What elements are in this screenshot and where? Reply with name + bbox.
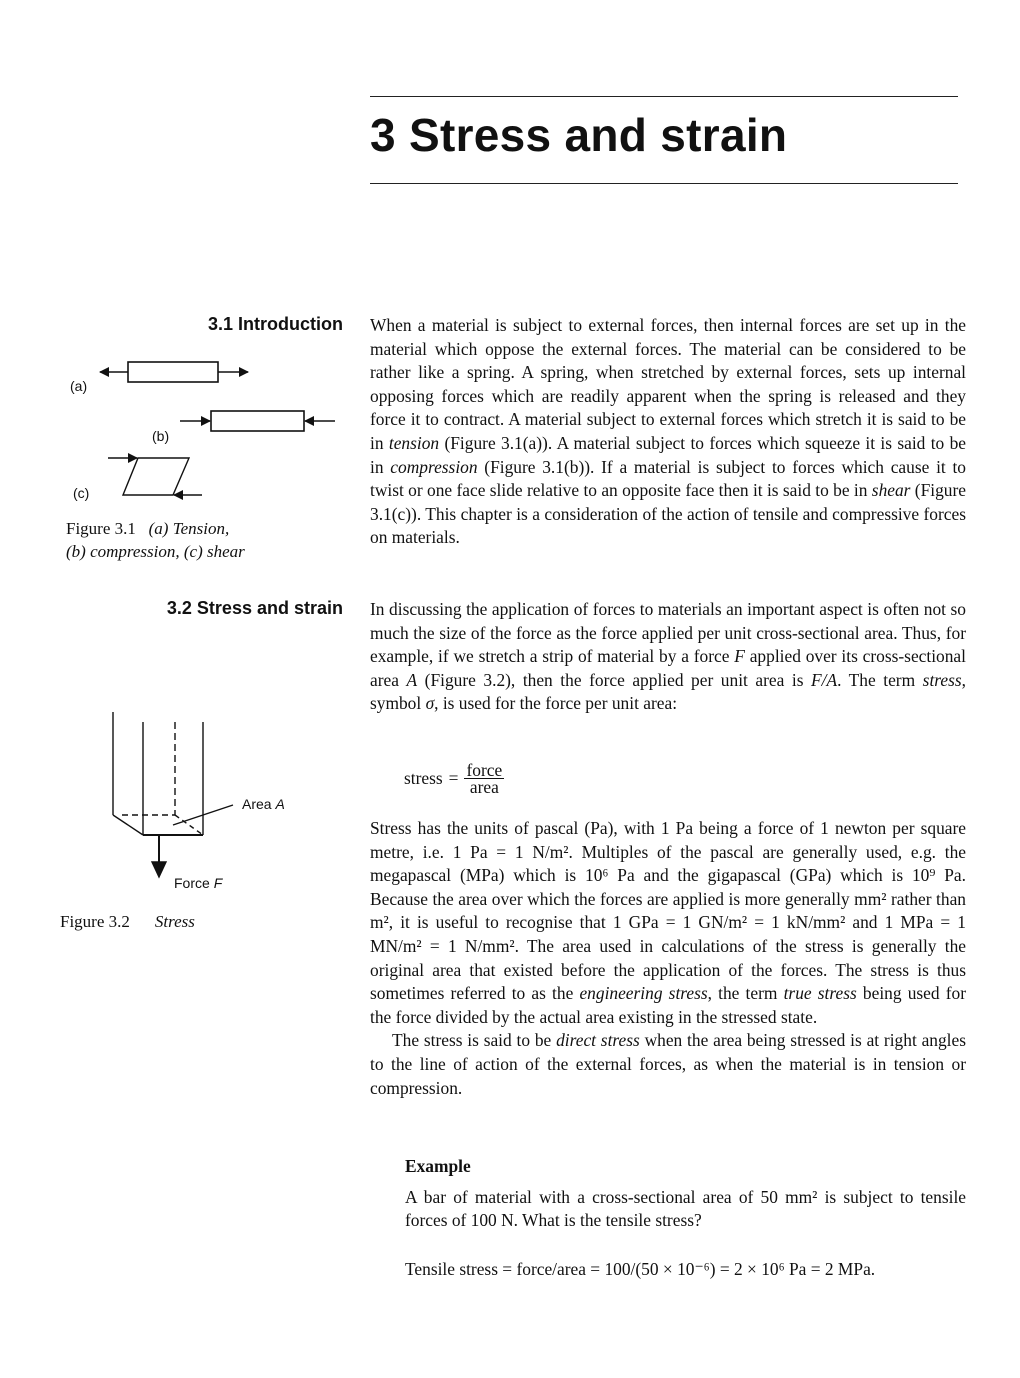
text-run: , is used for the force per unit area:	[434, 693, 678, 714]
stress-text-2	[370, 817, 966, 1100]
emphasis-text: A	[406, 669, 418, 690]
intro-text	[370, 314, 966, 550]
caption-text-2: (b) compression, (c) shear	[66, 542, 245, 561]
label-a: (a)	[70, 378, 88, 394]
label-b: (b)	[152, 428, 170, 444]
text-run: , the term	[707, 983, 784, 1004]
figure-3-2-caption	[60, 910, 195, 933]
text-run: The stress is said to be	[392, 1030, 557, 1051]
formula-denominator: area	[469, 777, 499, 797]
paragraph-stress-definition	[370, 598, 966, 716]
example-solution: Tensile stress = force/area = 100/(50 × 10⁻⁶) = 2 × 10⁶ Pa = 2 MPa.	[405, 1258, 876, 1279]
text-run: (Figure 3.1(a)). A material subject to forces which squeeze it is said to be in	[370, 432, 966, 477]
formula-numerator: force	[466, 760, 503, 780]
section-heading-stress-strain: 3.2 Stress and strain	[166, 598, 343, 618]
formula-equals: =	[448, 768, 459, 788]
formula-fraction	[464, 762, 504, 795]
area-label	[242, 793, 285, 816]
paragraph-stress-units	[370, 817, 966, 1029]
stress-formula	[404, 762, 504, 795]
section-heading-introduction: 3.1 Introduction	[208, 314, 343, 334]
emphasis-text: tension	[388, 432, 440, 453]
paragraph-intro	[370, 314, 966, 550]
emphasis-text: true stress	[783, 983, 857, 1004]
emphasis-text: F	[734, 646, 745, 667]
formula-lhs: stress	[404, 768, 443, 788]
caption-number: Figure 3.2	[60, 912, 130, 931]
text-run: applied over its cross-sectional area	[370, 646, 966, 690]
emphasis-text: shear	[871, 480, 911, 501]
area-symbol: A	[275, 796, 285, 812]
text-run: , symbol	[370, 669, 967, 714]
emphasis-text: compression	[390, 456, 478, 477]
force-label-text: Force	[174, 875, 214, 891]
force-symbol: F	[213, 875, 223, 891]
text-run: when the area being stressed is at right angles to the line of action of the external forces, as when the material is in tension or compression.	[370, 1030, 967, 1098]
text-run: (Figure 3.1(c)). This chapter is a consideration of the action of tensile and compressive forces on materials.	[370, 480, 966, 548]
example-block	[405, 1155, 966, 1281]
emphasis-text: F/A	[811, 669, 838, 690]
area-label-text: Area	[242, 796, 276, 812]
text-run: In discussing the application of forces to materials an important aspect is often not so much the size of the force as the force applied per unit cross-sectional area. Thus, for example, if we stretch a strip of material by a force	[370, 599, 966, 667]
example-heading: Example	[405, 1156, 471, 1176]
emphasis-text: direct stress	[556, 1030, 640, 1051]
paragraph-direct-stress	[370, 1029, 966, 1100]
text-run: Stress has the units of pascal (Pa), with 1 Pa being a force of 1 newton per square metre, i.e. 1 Pa = 1 N/m². Multiples of the pascal are generally used, e.g. the megapascal (MPa) which is 10⁶ Pa and the gigapascal (GPa) which is 10⁹ Pa. Because the area over which the forces are applied is more generally mm² rather than m², it is useful to recognise that 1 GPa = 1 GN/m² = 1 kN/mm² and 1 MPa = 1 MN/m² = 1 N/mm². The area used in calculations of the stress is generally the original area that existed before the application of the forces. The stress is thus sometimes referred to as the	[370, 818, 966, 1004]
chapter-title: 3 Stress and strain	[370, 109, 788, 161]
text-run: (Figure 3.1(b)). If a material is subject to forces which cause it to twist or one face slide relative to an opposite face then it is said to be in	[370, 456, 967, 501]
text-run: being used for the force divided by the actual area existing in the stressed state.	[370, 983, 967, 1027]
text-run: (Figure 3.2), then the force applied per unit area is	[417, 669, 812, 690]
emphasis-text: σ	[425, 693, 435, 714]
text-run: . The term	[837, 669, 923, 690]
example-question: A bar of material with a cross-sectional area of 50 mm² is subject to tensile forces of 100 N. What is the tensile stress?	[405, 1186, 966, 1231]
caption-number: Figure 3.1	[66, 519, 136, 538]
text-run: When a material is subject to external forces, then internal forces are set up in the material which oppose the external forces. The material can be considered to be rather like a spring. A spring, when stretched by external forces, sets up internal opposing forces which are readily apparent when the spring is released and they force it to contract. A material subject to external forces which stretch it is said to be in	[370, 315, 966, 453]
stress-text-1	[370, 598, 966, 716]
emphasis-text: stress	[922, 669, 962, 690]
emphasis-text: engineering stress	[579, 983, 708, 1004]
force-label	[174, 872, 222, 895]
caption-text: (a) Tension,	[148, 519, 230, 538]
caption-text: Stress	[154, 912, 195, 931]
label-c: (c)	[73, 485, 90, 501]
